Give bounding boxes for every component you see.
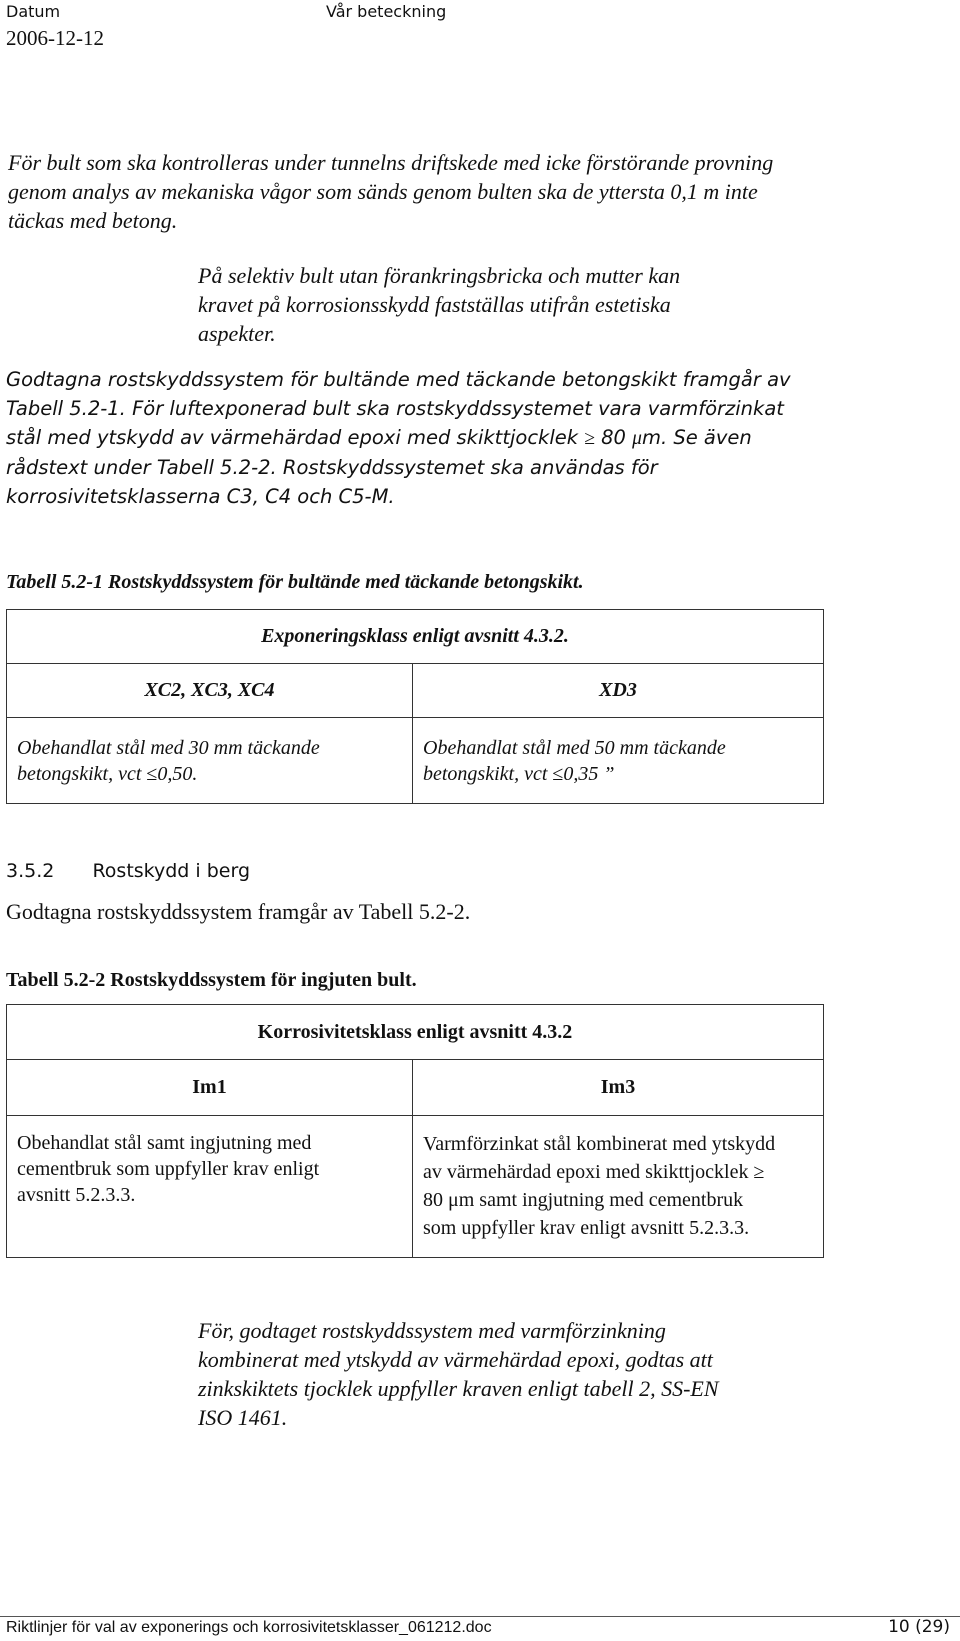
greater-equal-symbol: ≥: [584, 428, 595, 449]
paragraph-line: [6, 423, 791, 453]
paragraph-line: korrosivitetsklasserna C3, C4 och C5-M.: [6, 485, 395, 508]
less-equal-symbol: ≤: [552, 762, 564, 785]
cell-line: cementbruk som uppfyller krav enligt: [17, 1158, 320, 1180]
greater-equal-symbol: ≥: [753, 1161, 765, 1183]
text-segment: av värmehärdad epoxi med skikttjocklek: [423, 1161, 754, 1183]
text-segment: betongskikt, vct: [423, 762, 553, 785]
text-segment: 0,35 ”: [563, 762, 615, 785]
cell-line: Obehandlat stål samt ingjutning med: [17, 1132, 312, 1154]
cell-line: Varmförzinkat stål kombinerat med ytskydd: [423, 1133, 776, 1155]
paragraph-selective-bolt: På selektiv bult utan förankringsbricka och mutter kan kravet på korrosionsskydd fastställas utifrån estetiska aspekter.: [198, 263, 681, 346]
text-segment: stål med ytskydd av värmehärdad epoxi med skikttjocklek: [6, 426, 585, 449]
document-date: 2006-12-12: [6, 26, 104, 50]
cell-line: [423, 761, 813, 787]
footer-page-number: 10 (29): [888, 1617, 950, 1637]
table2-caption: Tabell 5.2-2 Rostskyddssystem för ingjuten bult.: [6, 969, 417, 991]
cell-line: avsnitt 5.2.3.3.: [17, 1184, 136, 1206]
text-segment: 80: [594, 426, 633, 449]
date-label: Datum: [6, 2, 61, 21]
paragraph-line: Tabell 5.2-1. För luftexponerad bult ska rostskyddssystemet vara varmförzinkat: [6, 397, 784, 420]
cell-line: som uppfyller krav enligt avsnitt 5.2.3.3.: [423, 1217, 750, 1239]
table2-cell-im3: [413, 1116, 824, 1258]
cell-line: [423, 1186, 813, 1214]
paragraph-line: rådstext under Tabell 5.2-2. Rostskyddssystemet ska användas för: [6, 456, 658, 479]
text-segment: betongskikt, vct: [17, 762, 147, 785]
paragraph-line: zinkskiktets tjocklek uppfyller kraven enligt tabell 2, SS-EN: [198, 1376, 719, 1401]
text-segment: 0,50.: [157, 762, 198, 785]
text-segment: 80: [423, 1189, 448, 1211]
paragraph-rust-protection-systems: [6, 365, 791, 511]
section-title: Rostskydd i berg: [92, 860, 251, 882]
cell-line: Obehandlat stål med 30 mm täckande: [17, 736, 320, 759]
table2-col-im3: Im3: [413, 1060, 824, 1116]
table2-cell-im1: [7, 1116, 413, 1258]
section-number: 3.5.2: [6, 860, 55, 882]
footer-divider: [0, 1616, 960, 1617]
less-equal-symbol: ≤: [146, 762, 158, 785]
paragraph-bolt-inspection: För bult som ska kontrolleras under tunnelns driftskede med icke förstörande provning genom analys av mekaniska vågor som sänds genom bulten ska de yttersta 0,1 m inte täckas med betong.: [8, 150, 774, 233]
reference-label: Vår beteckning: [326, 2, 447, 21]
micro-symbol: μ: [632, 428, 642, 449]
table1-header: Exponeringsklass enligt avsnitt 4.3.2.: [7, 610, 824, 664]
table-bolt-end-protection: [6, 609, 824, 804]
paragraph-approved-systems: Godtagna rostskyddssystem framgår av Tabell 5.2-2.: [6, 899, 471, 924]
paragraph-line: kombinerat med ytskydd av värmehärdad epoxi, godtas att: [198, 1347, 713, 1372]
table1-cell-xc: [7, 718, 413, 804]
micro-symbol: μ: [448, 1189, 459, 1211]
cell-line: [17, 761, 402, 787]
paragraph-line: För, godtaget rostskyddssystem med varmförzinkning: [198, 1318, 666, 1343]
table1-cell-xd3: [413, 718, 824, 804]
section-heading: [6, 860, 250, 882]
text-segment: m. Se även: [641, 426, 752, 449]
cell-line: Obehandlat stål med 50 mm täckande: [423, 736, 726, 759]
paragraph-zinc-coating: [198, 1316, 719, 1432]
table-embedded-bolt: [6, 1004, 824, 1258]
footer-filename: Riktlinjer för val av exponerings och korrosivitetsklasser_061212.doc: [6, 1619, 492, 1636]
table1-col-xd3: XD3: [413, 664, 824, 718]
table1-col-xc: XC2, XC3, XC4: [7, 664, 413, 718]
paragraph-line: ISO 1461.: [198, 1405, 288, 1430]
table2-col-im1: Im1: [7, 1060, 413, 1116]
table1-caption: Tabell 5.2-1 Rostskyddssystem för bultände med täckande betongskikt.: [6, 571, 584, 593]
table2-header: Korrosivitetsklass enligt avsnitt 4.3.2: [7, 1005, 824, 1060]
cell-line: [423, 1158, 813, 1186]
paragraph-line: Godtagna rostskyddssystem för bultände med täckande betongskikt framgår av: [6, 368, 791, 391]
text-segment: m samt ingjutning med cementbruk: [458, 1189, 744, 1211]
